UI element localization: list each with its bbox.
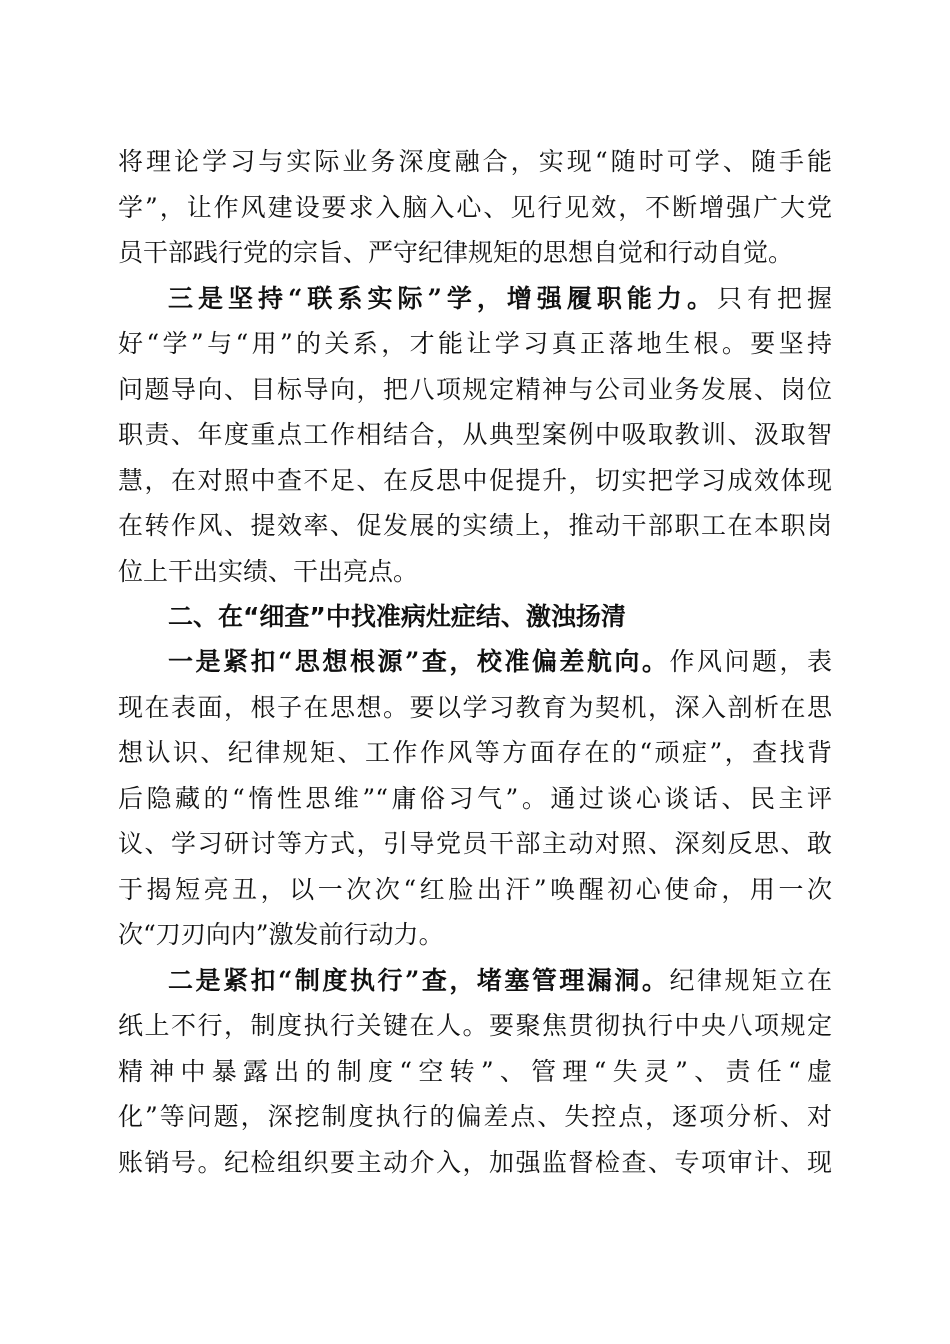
paragraph-first-line xyxy=(168,644,832,680)
text-line: 学”，让作风建设要求入脑入心、见行见效，不断增强广大党 xyxy=(118,193,832,222)
text-line: 员干部践行党的宗旨、严守纪律规矩的思想自觉和行动自觉。 xyxy=(118,238,794,267)
text-line: 问题导向、目标导向，把八项规定精神与公司业务发展、岗位 xyxy=(118,375,832,404)
paragraph-first-rest: 只有把握 xyxy=(716,284,832,313)
text-line: 在转作风、提效率、促发展的实绩上，推动干部职工在本职岗 xyxy=(118,511,832,540)
paragraph-first-line xyxy=(168,281,832,317)
paragraph-lead: 三是坚持“联系实际”学，增强履职能力。 xyxy=(168,284,717,313)
text-line: 精神中暴露出的制度“空转”、管理“失灵”、责任“虚 xyxy=(118,1057,832,1086)
text-line: 慧，在对照中查不足、在反思中促提升，切实把学习成效体现 xyxy=(118,466,832,495)
text-line: 纸上不行，制度执行关键在人。要聚焦贯彻执行中央八项规定 xyxy=(118,1011,832,1040)
text-line: 好“学”与“用”的关系，才能让学习真正落地生根。要坚持 xyxy=(118,329,832,358)
paragraph-lead: 二是紧扣“制度执行”查，堵塞管理漏洞。 xyxy=(168,966,670,995)
text-line: 想认识、纪律规矩、工作作风等方面存在的“顽症”，查找背 xyxy=(118,738,832,767)
paragraph-first-line xyxy=(168,963,832,999)
text-line: 于揭短亮丑，以一次次“红脸出汗”唤醒初心使命，用一次 xyxy=(118,875,832,904)
text-line: 化”等问题，深挖制度执行的偏差点、失控点，逐项分析、对 xyxy=(118,1102,832,1131)
paragraph-first-rest: 作风问题，表 xyxy=(669,647,832,676)
text-line: 次“刀刃向内”激发前行动力。 xyxy=(118,920,444,949)
text-line: 位上干出实绩、干出亮点。 xyxy=(118,557,419,586)
paragraph-lead: 一是紧扣“思想根源”查，校准偏差航向。 xyxy=(168,647,670,676)
paragraph-first-rest: 纪律规矩立在 xyxy=(669,966,832,995)
text-line: 议、学习研讨等方式，引导党员干部主动对照、深刻反思、敢 xyxy=(118,829,832,858)
text-line: 后隐藏的“惰性思维”“庸俗习气”。通过谈心谈话、民主评 xyxy=(118,784,832,813)
text-line: 现在表面，根子在思想。要以学习教育为契机，深入剖析在思 xyxy=(118,693,832,722)
text-line: 职责、年度重点工作相结合，从典型案例中吸取教训、汲取智 xyxy=(118,420,832,449)
text-line: 账销号。纪检组织要主动介入，加强监督检查、专项审计、现 xyxy=(118,1148,832,1177)
text-line: 将理论学习与实际业务深度融合，实现“随时可学、随手能 xyxy=(118,147,832,176)
section-heading: 二、在“细查”中找准病灶症结、激浊扬清 xyxy=(168,602,626,631)
